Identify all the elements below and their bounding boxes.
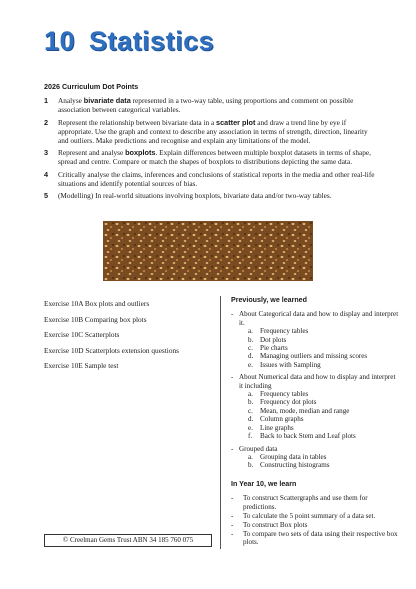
- list-item: d. Column graphs: [248, 415, 304, 424]
- beans-photo: [103, 221, 313, 281]
- list-item: f. Back to back Stem and Leaf plots: [248, 432, 356, 441]
- exercise-item: Exercise 10B Comparing box plots: [44, 314, 147, 324]
- list-item: e. Issues with Sampling: [248, 360, 321, 369]
- curriculum-heading: 2026 Curriculum Dot Points: [44, 82, 139, 91]
- point-text: Represent the relationship between bivariate data in a scatter plot and draw a trend line by eye if appropriate. Use the graph and context to describe any association in terms of strength, direction, linearity and outliers. Make predictions and recognise and explain any limitations of the model.: [58, 117, 368, 145]
- previously-heading: Previously, we learned: [231, 296, 307, 304]
- list-item: a. Frequency tables: [248, 390, 309, 399]
- list-item: - To calculate the 5 point summary of a data set.: [231, 511, 376, 520]
- list-item: a. Frequency tables: [248, 327, 309, 336]
- list-item: - To construct Box plots: [231, 520, 308, 529]
- exercise-item: Exercise 10A Box plots and outliers: [44, 299, 150, 308]
- previous-topic-list: [231, 453, 401, 470]
- curriculum-point: [44, 170, 376, 188]
- point-text: Critically analyse the claims, inferences and conclusions of statistical reports in the media and other real-life situations and identify potential sources of bias.: [58, 169, 375, 188]
- previous-topic: - About Categorical data and how to display and interpret it.: [231, 310, 399, 327]
- previous-topic-list: [231, 327, 401, 369]
- year10-heading: In Year 10, we learn: [231, 479, 297, 488]
- exercise-item: Exercise 10E Sample test: [44, 361, 119, 370]
- exercise-item: Exercise 10D Scatterplots extension questions: [44, 345, 179, 355]
- learning-summary: [231, 296, 401, 547]
- point-number: 3: [44, 148, 49, 158]
- list-item: b. Dot plots: [248, 335, 287, 344]
- previous-topic: - About Numerical data and how to display and interpret it including: [231, 373, 396, 390]
- curriculum-point: [44, 118, 376, 145]
- list-item: c. Mean, mode, median and range: [248, 406, 350, 415]
- curriculum-points: [44, 96, 376, 204]
- point-number: 4: [44, 169, 49, 179]
- previous-topic: - Grouped data: [231, 444, 278, 453]
- point-number: 5: [44, 191, 49, 201]
- list-item: a. Grouping data in tables: [248, 452, 327, 461]
- exercise-list: [44, 296, 179, 374]
- point-text: Analyse bivariate data represented in a two-way table, using proportions and comment on possible association between categorical variables.: [58, 96, 354, 115]
- point-text: (Modelling) In real-world situations involving boxplots, bivariate data and/or two-way tables.: [58, 191, 332, 201]
- point-number: 1: [44, 96, 49, 105]
- chapter-name: Statistics: [89, 26, 215, 56]
- curriculum-point: [44, 148, 376, 166]
- point-text: Represent and analyse boxplots. Explain differences between multiple boxplot datasets in terms of shape, spread and centre. Compare or match the shapes of boxplots to distributions depicting the same data.: [58, 148, 371, 167]
- copyright-notice: © Creelman Gems Trust ABN 34 185 760 075: [44, 534, 212, 547]
- list-item: b. Constructing histograms: [248, 461, 330, 470]
- column-divider: [220, 296, 221, 549]
- list-item: - To construct Scattergraphs and use them for predictions.: [231, 494, 368, 511]
- previous-topic-list: [231, 390, 401, 440]
- exercise-item: Exercise 10C Scatterplots: [44, 330, 120, 339]
- curriculum-point: [44, 191, 376, 200]
- list-item: e. Line graphs: [248, 423, 294, 432]
- chapter-title: [44, 26, 214, 57]
- list-item: d. Managing outliers and missing scores: [248, 352, 368, 361]
- list-item: - To compare two sets of data using their respective box plots.: [231, 529, 398, 546]
- list-item: c. Pie charts: [248, 344, 288, 353]
- year10-list: [231, 494, 401, 546]
- point-number: 2: [44, 117, 49, 127]
- curriculum-point: [44, 96, 376, 114]
- chapter-number: 10: [44, 26, 76, 56]
- list-item: b. Frequency dot plots: [248, 398, 317, 407]
